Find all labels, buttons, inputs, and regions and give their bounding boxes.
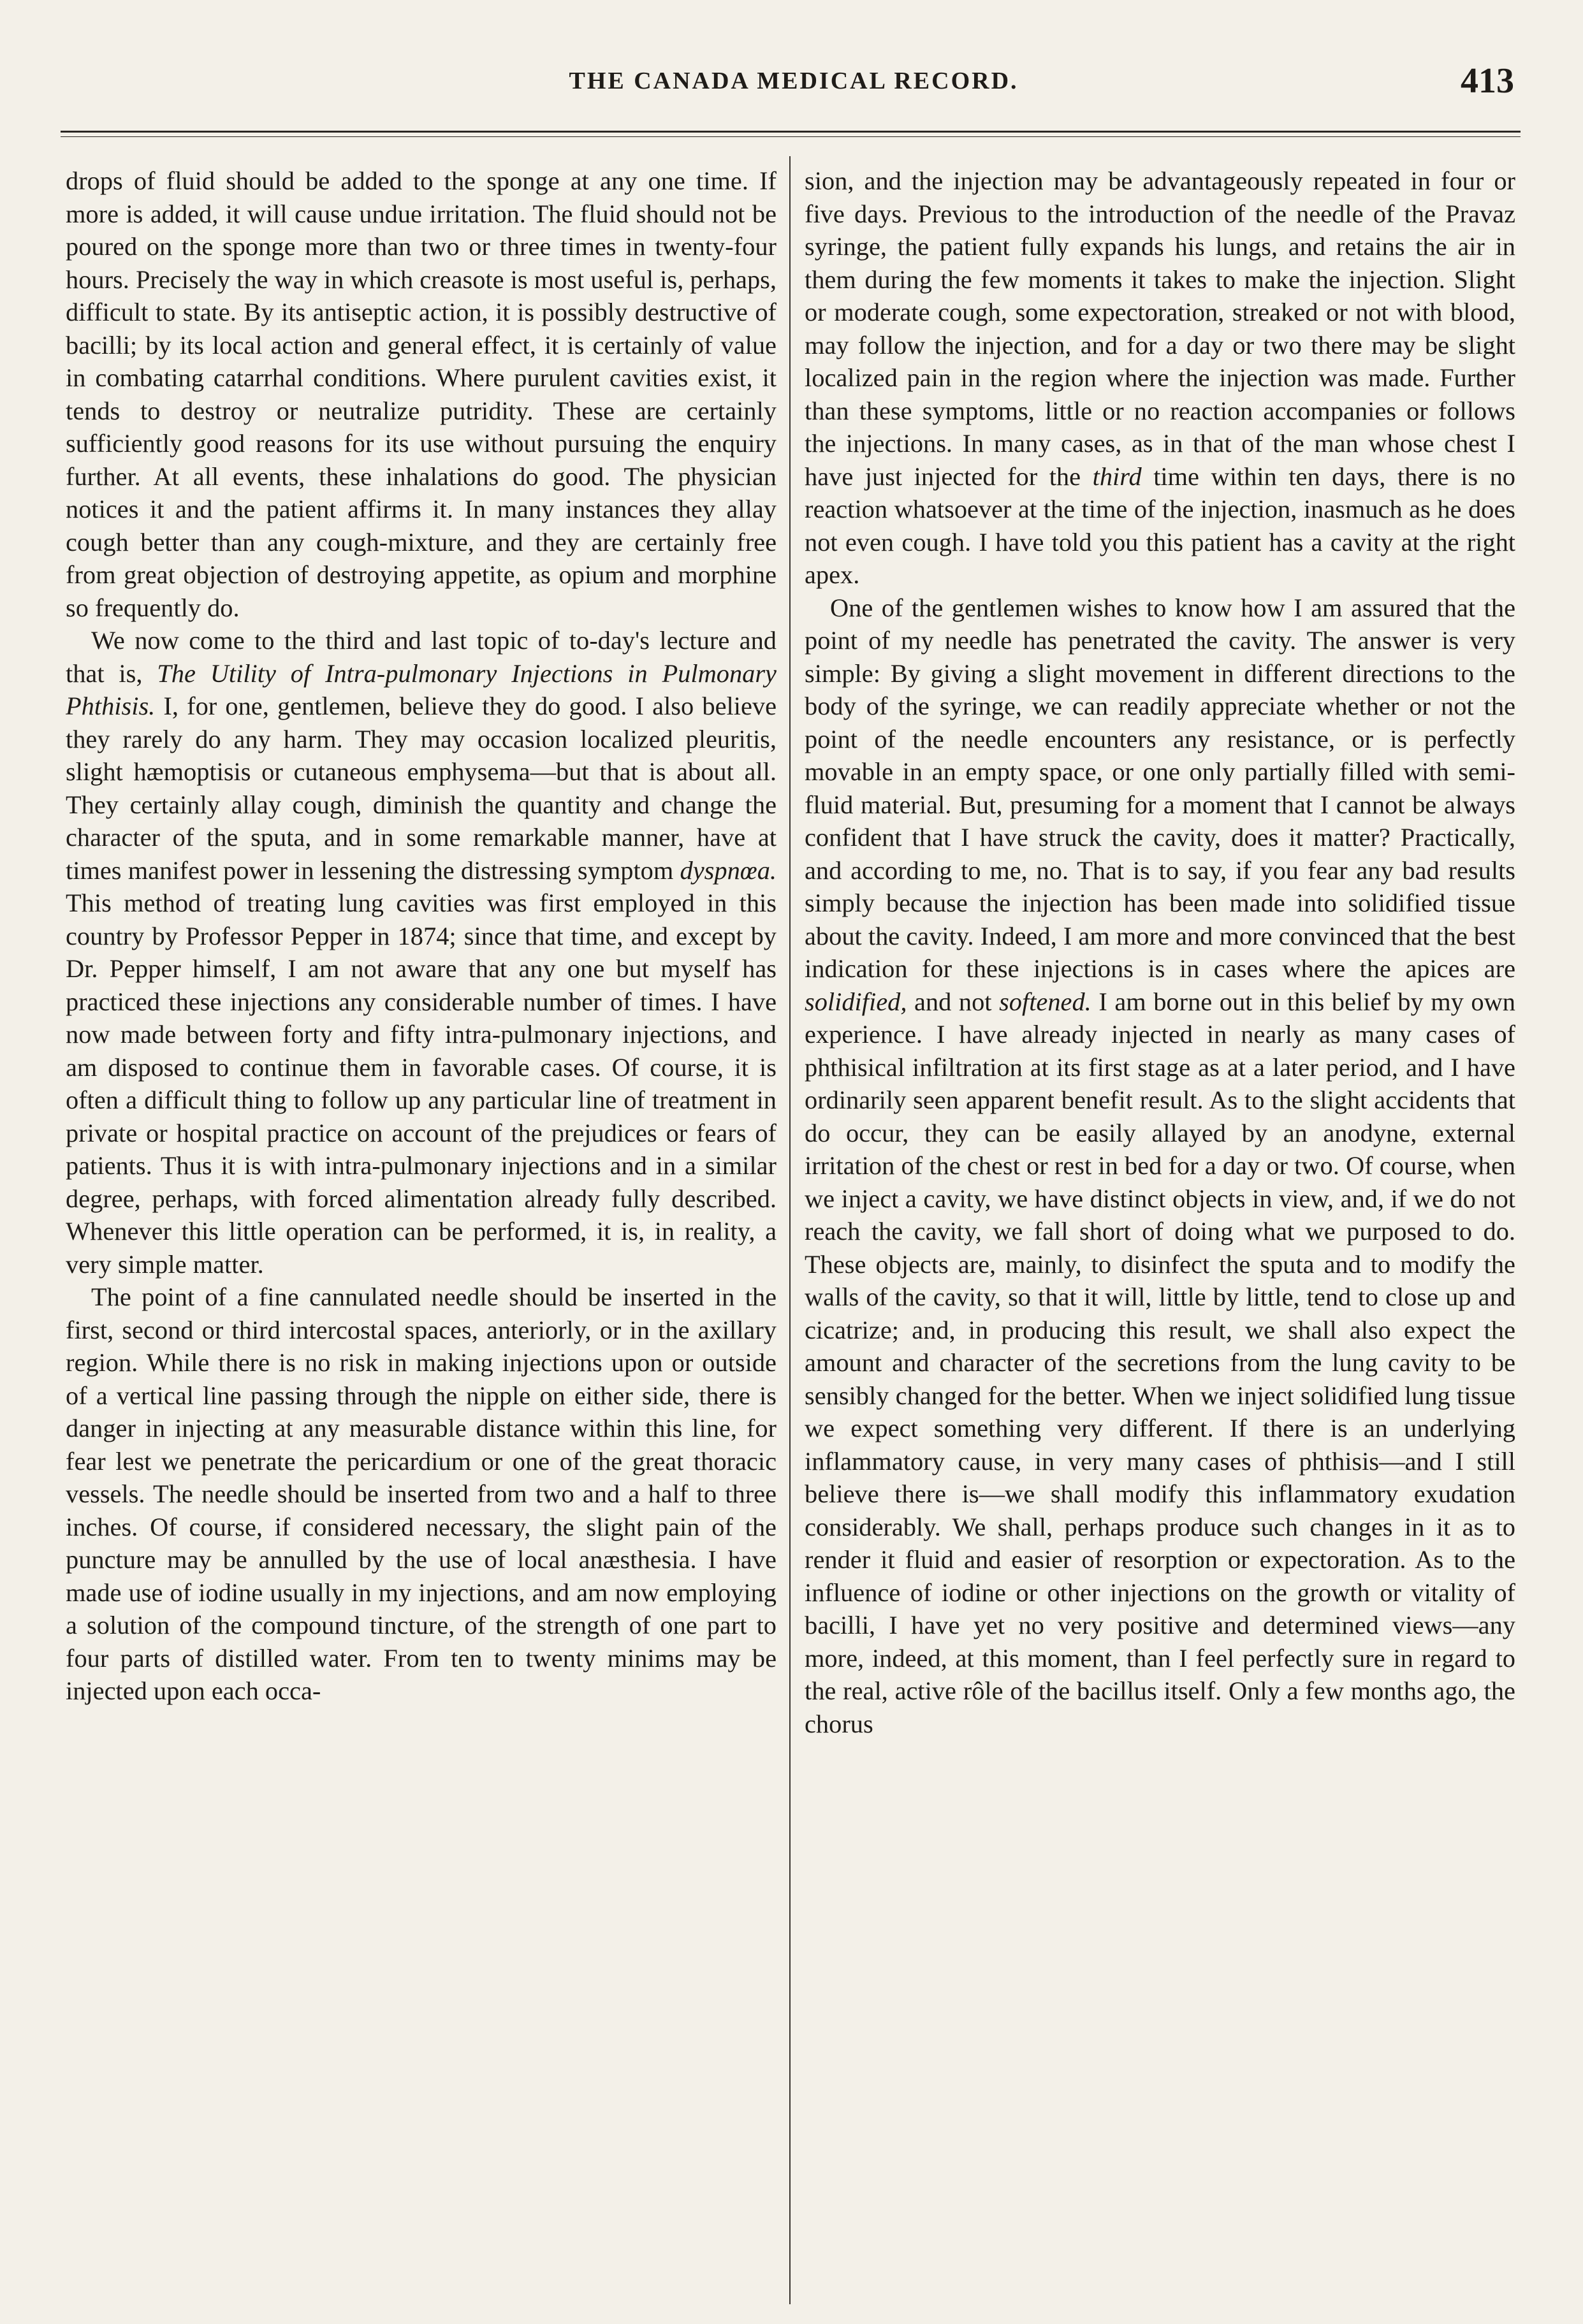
italic-term: third [1092,461,1142,491]
right-column [805,164,1515,2306]
italic-term: dyspnœa. [680,855,777,885]
paragraph-needle-technique: The point of a fine cannulated needle should be inserted in the first, second or third intercostal spaces, anteriorly, or in the axillary region. While there is no risk in making injections upon or outside of a vertical line passing through the nipple on either side, there is danger in injecting at any measurable distance within this line, for fear lest we penetrate the pericardium or one of the great thoracic vessels. The needle should be inserted from two and a half to three inches. Of course, if considered necessary, the slight pain of the puncture may be annulled by the use of local anæsthesia. I have made use of iodine usually in my injections, and am now employing a solution of the compound tincture, of the strength of one part to four parts of distilled water. From ten to twenty minims may be injected upon each occa- [66,1282,777,1705]
page-header [61,61,1527,112]
italic-term: softened. [999,987,1091,1016]
text-run: This method of treating lung cavities was first employed in this country by Professor Pepper in 1874; since that time, and except by Dr. Pepper himself, I am not aware that any one but myself has practiced these injections any considerable number of times. I have now made between forty and fifty intra-pulmonary injections, and am disposed to continue them in favorable cases. Of course, it is often a difficult thing to follow up any particular line of treatment in private or hospital practice on account of the prejudices or fears of patients. Thus it is with intra-pulmonary injections and in a similar degree, perhaps, with forced alimentation already fully described. Whenever this little operation can be performed, it is, in reality, a very simple matter. [66,889,777,1279]
header-rule [61,131,1521,133]
paragraph-injection-repeat [805,164,1515,592]
italic-term: solidified, [805,987,907,1016]
running-title: THE CANADA MEDICAL RECORD. [569,68,1019,94]
text-run: I, for one, gentlemen, believe they do good. I also believe they rarely do any harm. They may occasion localized pleuritis, slight hæmoptisis or cutaneous emphysema—but that is about all. They certainly allay cough, diminish the quantity and change the character of the sputa, and in some remarkable manner, have at times manifest power in lessening the distressing symptom [66,692,777,885]
left-column [66,164,777,2306]
paragraph-injections-intro [66,624,777,1281]
text-run: One of the gentlemen wishes to know how I am assured that the point of my needle has penetrated the cavity. The answer is very simple: By giving a slight movement in different directions to the body of the syringe, we can readily appreciate whether or not the point of the needle encounters any resistance, or is perfectly movable in an empty space, or one only partially filled with semi-fluid material. But, presuming for a moment that I cannot be always confident that I have struck the cavity, does it matter? Practically, and according to me, no. That is to say, if you fear any bad results simply because the injection has been made into solidified tissue about the cavity. Indeed, I am more and more convinced that the best indication for these injections is in cases where the apices are [805,593,1515,983]
text-run: sion, and the injection may be advantageously repeated in four or five days. Previous to the introduction of the needle of the Pravaz syringe, the patient fully expands his lungs, and retains the air in them during the few moments it takes to make the injection. Slight or moderate cough, some expectoration, streaked or not with blood, may follow the injection, and for a day or two there may be slight localized pain in the region where the injection was made. Further than these symptoms, little or no reaction accompanies or follows the injections. In many cases, as in that of the man whose chest I have just injected for the [805,166,1515,491]
text-run: I am borne out in this belief by my own experience. I have already injected in nearly as many cases of phthisical infiltration at its first stage as at a later period, and I have ordinarily seen apparent benefit result. As to the slight accidents that do occur, they can be easily allayed by an anodyne, external irritation of the chest or rest in bed for a day or two. Of course, when we inject a cavity, we have distinct objects in view, and, if we do not reach the cavity, we fall short of doing what we purposed to do. These objects are, mainly, to disinfect the sputa and to modify the walls of the cavity, so that it will, little by little, tend to close up and cicatrize; and, in producing this result, we shall also expect the amount and character of the secretions from the lung cavity to be sensibly changed for the better. When we inject solidified lung tissue we expect something very different. If there is an underlying inflammatory cause, in very many cases of phthisis—and I still believe there is—we shall modify this inflammatory exudation considerably. We shall, perhaps produce such changes in it as to render it fluid and easier of resorption or expectoration. As to the influence of iodine or other injections on the growth or vitality of bacilli, I have yet no very positive and determined views—any more, indeed, at this moment, than I feel perfectly sure in regard to the real, active rôle of the bacillus itself. Only a few months ago, the chorus [805,987,1515,1738]
paragraph-creasote: drops of fluid should be added to the sponge at any one time. If more is added, it will cause undue irritation. The fluid should not be poured on the sponge more than two or three times in twenty-four hours. Precisely the way in which creasote is most useful is, perhaps, difficult to state. By its antiseptic action, it is possibly destructive of bacilli; by its local action and general effect, it is certainly of value in combating catarrhal conditions. Where purulent cavities exist, it tends to destroy or neutralize putridity. These are certainly sufficiently good reasons for its use without pursuing the enquiry further. At all events, these inhalations do good. The physician notices it and the patient affirms it. In many instances they allay cough better than any cough-mixture, and they are certainly free from great objection of destroying appetite, as opium and morphine so frequently do. [66,166,777,622]
column-divider [789,156,791,2304]
topic-title: The Utility of Intra-pulmonary Injections in Pulmonary Phthisis. [66,658,777,720]
text-run: We now come to the third and last topic of to-day's lecture and that is, [66,626,777,688]
header-rule-thin [61,136,1521,137]
paragraph-cavity-penetration [805,592,1515,1741]
text-run: time within ten days, there is no reaction whatsoever at the time of the injection, inasmuch as he does not even cough. I have told you this patient has a cavity at the right apex. [805,461,1515,589]
page-number: 413 [1461,61,1514,101]
text-run: and not [907,987,1000,1016]
